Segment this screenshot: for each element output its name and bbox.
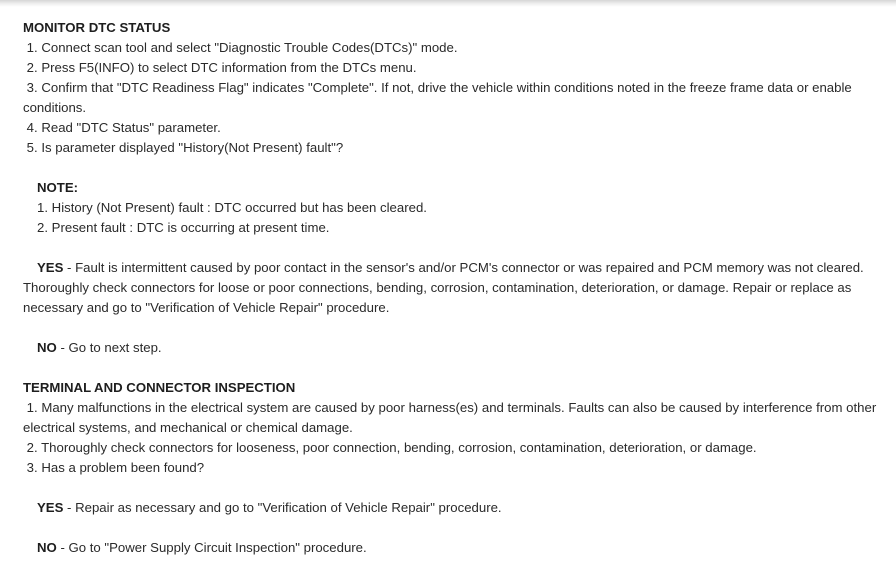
step-text: Thoroughly check connectors for looseness, poor connection, bending, corrosion, contamination, deterioration, or damage. (41, 440, 757, 455)
step-item (23, 78, 889, 118)
note-item (37, 218, 889, 238)
no-answer-inspection (23, 538, 889, 558)
step-number: 4. (26, 120, 38, 135)
step-text: Many malfunctions in the electrical system are caused by poor harness(es) and terminals. Faults can also be caused by interference from other electrical systems, and mechanical or chemical damage. (23, 400, 877, 435)
step-item (23, 58, 889, 78)
step-number: 3. (26, 80, 38, 95)
procedure-document (23, 18, 889, 558)
no-label: NO (37, 540, 57, 555)
step-item (23, 38, 889, 58)
section-title-monitor-dtc-status: MONITOR DTC STATUS (23, 20, 171, 35)
note-title: NOTE: (37, 180, 79, 195)
step-number: 5. (26, 140, 38, 155)
yes-text: - Repair as necessary and go to "Verification of Vehicle Repair" procedure. (63, 500, 502, 515)
step-text: Connect scan tool and select "Diagnostic Trouble Codes(DTCs)" mode. (41, 40, 458, 55)
step-item (23, 118, 889, 138)
step-item (23, 138, 889, 158)
no-label: NO (37, 340, 57, 355)
section-title-terminal-connector-inspection: TERMINAL AND CONNECTOR INSPECTION (23, 380, 296, 395)
note-block (23, 178, 889, 238)
step-text: Is parameter displayed "History(Not Present) fault"? (41, 140, 344, 155)
top-shadow (0, 0, 896, 7)
yes-answer-monitor (23, 258, 889, 318)
yes-text: - Fault is intermittent caused by poor contact in the sensor's and/or PCM's connector or was repaired and PCM memory was not cleared. Thoroughly check connectors for loose or poor connections, bending, corrosion, contamination, deterioration, or damage. Repair or replace as necessary and go to "Verification of Vehicle Repair" procedure. (23, 260, 864, 315)
no-text: - Go to next step. (56, 340, 162, 355)
no-text: - Go to "Power Supply Circuit Inspection" procedure. (56, 540, 367, 555)
step-text: Has a problem been found? (41, 460, 205, 475)
step-number: 3. (26, 460, 38, 475)
step-item (23, 458, 889, 478)
inspection-steps-list (23, 398, 889, 478)
yes-label: YES (37, 260, 64, 275)
step-number: 1. (26, 400, 38, 415)
step-text: Press F5(INFO) to select DTC information from the DTCs menu. (41, 60, 417, 75)
monitor-steps-list (23, 38, 889, 158)
note-text: Present fault : DTC is occurring at present time. (51, 220, 330, 235)
note-text: History (Not Present) fault : DTC occurred but has been cleared. (51, 200, 427, 215)
note-number: 2. (37, 220, 48, 235)
note-number: 1. (37, 200, 48, 215)
step-item (23, 398, 889, 438)
note-list (37, 198, 889, 238)
yes-label: YES (37, 500, 64, 515)
yes-answer-inspection (23, 498, 889, 518)
step-number: 2. (26, 440, 38, 455)
step-text: Confirm that "DTC Readiness Flag" indicates "Complete". If not, drive the vehicle within conditions noted in the freeze frame data or enable conditions. (23, 80, 852, 115)
step-item (23, 438, 889, 458)
step-number: 1. (26, 40, 38, 55)
no-answer-monitor (23, 338, 889, 358)
step-number: 2. (26, 60, 38, 75)
note-item (37, 198, 889, 218)
step-text: Read "DTC Status" parameter. (41, 120, 221, 135)
